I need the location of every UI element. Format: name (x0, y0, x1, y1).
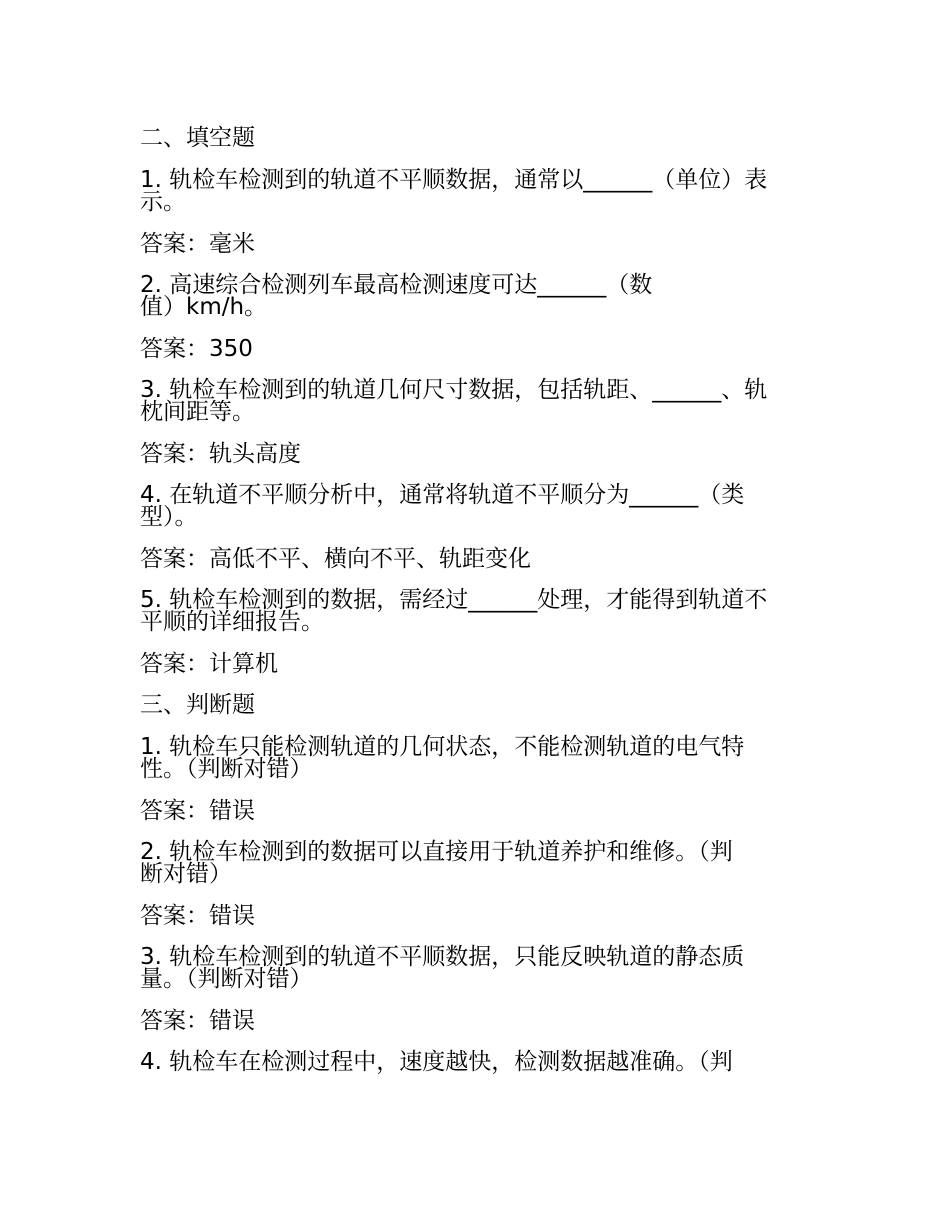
question-line: 3. 轨检车检测到的轨道不平顺数据，只能反映轨道的静态质 (140, 944, 745, 970)
question-line: 4. 在轨道不平顺分析中，通常将轨道不平顺分为______（类 (140, 482, 745, 508)
tf-question-1 (140, 736, 810, 780)
question-line: 1. 轨检车只能检测轨道的几何状态，不能检测轨道的电气特 (140, 734, 745, 760)
question-line: 断对错） (140, 861, 232, 887)
section-title-true-false: 三、判断题 (140, 692, 255, 718)
tf-answer-3: 答案：错误 (140, 1008, 255, 1034)
tf-question-4 (140, 1051, 810, 1073)
section-title-fill-blank: 二、填空题 (140, 125, 255, 151)
question-line: 量。（判断对错） (140, 966, 313, 992)
answer-4: 答案：高低不平、横向不平、轨距变化 (140, 546, 531, 572)
tf-question-3 (140, 946, 810, 990)
question-2 (140, 274, 810, 318)
tf-question-2 (140, 841, 810, 885)
question-line: 示。 (140, 189, 186, 215)
question-line: 1. 轨检车检测到的轨道不平顺数据，通常以______（单位）表 (140, 167, 768, 193)
answer-3: 答案：轨头高度 (140, 441, 301, 467)
question-line: 5. 轨检车检测到的数据，需经过______处理，才能得到轨道不 (140, 587, 768, 613)
question-line: 3. 轨检车检测到的轨道几何尺寸数据，包括轨距、______、轨 (140, 377, 768, 403)
question-5 (140, 589, 810, 633)
document-page (140, 127, 810, 1093)
question-line: 4. 轨检车在检测过程中，速度越快，检测数据越准确。（判 (140, 1049, 733, 1075)
question-4 (140, 484, 810, 528)
question-line: 2. 轨检车检测到的数据可以直接用于轨道养护和维修。（判 (140, 839, 733, 865)
question-line: 枕间距等。 (140, 399, 255, 425)
question-line: 值）km/h。 (140, 294, 268, 320)
answer-5: 答案：计算机 (140, 651, 278, 677)
question-3 (140, 379, 810, 423)
tf-answer-2: 答案：错误 (140, 903, 255, 929)
question-line: 型）。 (140, 504, 198, 530)
tf-answer-1: 答案：错误 (140, 798, 255, 824)
answer-2: 答案：350 (140, 336, 253, 362)
question-1 (140, 169, 810, 213)
question-line: 2. 高速综合检测列车最高检测速度可达______（数 (140, 272, 653, 298)
question-line: 性。（判断对错） (140, 756, 313, 782)
answer-1: 答案：毫米 (140, 231, 255, 257)
question-line: 平顺的详细报告。 (140, 609, 324, 635)
